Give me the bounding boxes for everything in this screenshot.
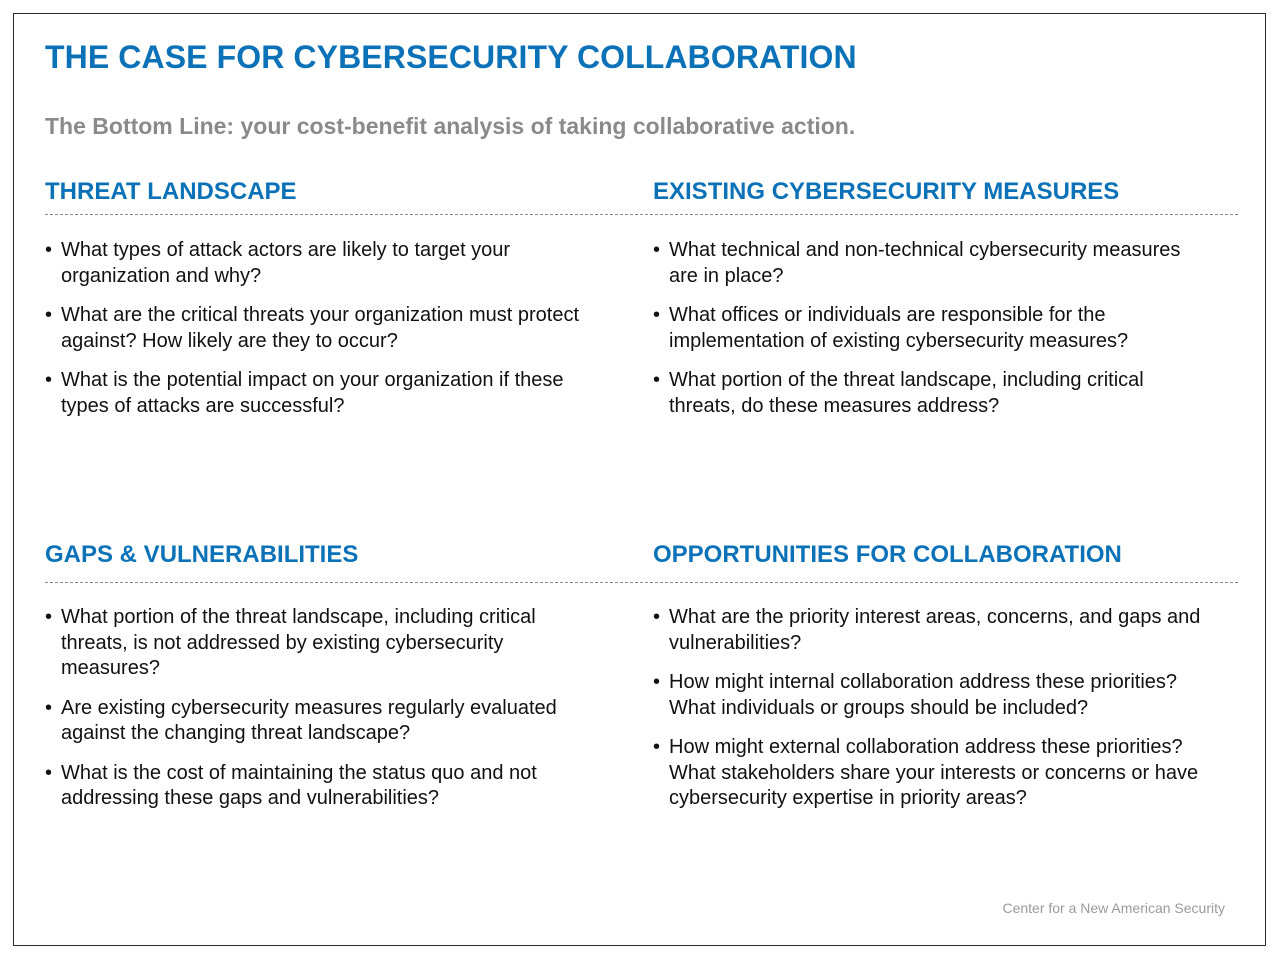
section-heading-gaps-vulnerabilities: GAPS & VULNERABILITIES <box>45 541 359 568</box>
list-item-text: Are existing cybersecurity measures regularly evaluated against the changing threat landscape? <box>61 696 557 744</box>
list-item <box>653 238 1213 289</box>
list-item-text: What portion of the threat landscape, including critical threats, is not addressed by existing cybersecurity measures? <box>61 606 536 679</box>
list-item-text: What technical and non-technical cybersecurity measures are in place? <box>669 239 1181 287</box>
bullet-icon: • <box>653 304 661 326</box>
bullet-icon: • <box>45 761 53 784</box>
list-item <box>45 696 605 747</box>
bullet-icon: • <box>45 369 53 391</box>
list-item <box>653 303 1213 354</box>
opportunities-list <box>653 605 1213 826</box>
list-item <box>45 761 605 812</box>
list-item-text: What offices or individuals are responsible for the implementation of existing cybersecurity measures? <box>669 304 1129 352</box>
page-title: THE CASE FOR CYBERSECURITY COLLABORATION <box>45 39 857 75</box>
section-heading-threat-landscape: THREAT LANDSCAPE <box>45 178 297 205</box>
page-subtitle: The Bottom Line: your cost-benefit analysis of taking collaborative action. <box>45 113 856 139</box>
list-item <box>45 368 605 419</box>
list-item-text: What are the priority interest areas, concerns, and gaps and vulnerabilities? <box>669 606 1201 654</box>
section-heading-opportunities: OPPORTUNITIES FOR COLLABORATION <box>653 541 1122 568</box>
threat-landscape-list <box>45 238 605 433</box>
list-item <box>653 368 1213 419</box>
list-item <box>653 735 1213 812</box>
bullet-icon: • <box>653 671 661 693</box>
bullet-icon: • <box>653 239 661 261</box>
list-item <box>653 670 1213 721</box>
list-item-text: How might external collaboration address these priorities? What stakeholders share your interests or concerns or have cybersecurity expertise in priority areas? <box>669 736 1199 809</box>
list-item-text: What are the critical threats your organization must protect against? How likely are they to occur? <box>61 304 580 352</box>
existing-measures-list <box>653 238 1213 433</box>
bullet-icon: • <box>653 369 661 391</box>
list-item <box>45 238 605 289</box>
bullet-icon: • <box>45 239 53 261</box>
list-item-text: What is the potential impact on your organization if these types of attacks are successful? <box>61 369 564 417</box>
list-item-text: What portion of the threat landscape, including critical threats, do these measures address? <box>669 369 1144 417</box>
bullet-icon: • <box>45 696 53 719</box>
bullet-icon: • <box>45 606 53 628</box>
list-item <box>45 303 605 354</box>
section-heading-existing-measures: EXISTING CYBERSECURITY MEASURES <box>653 178 1120 205</box>
bullet-icon: • <box>653 736 661 758</box>
list-item-text: What types of attack actors are likely to target your organization and why? <box>61 239 511 287</box>
bottom-divider <box>45 582 1238 583</box>
footer-attribution: Center for a New American Security <box>1002 900 1225 916</box>
bullet-icon: • <box>45 304 53 326</box>
list-item-text: What is the cost of maintaining the status quo and not addressing these gaps and vulnerabilities? <box>61 761 537 809</box>
list-item <box>45 605 605 682</box>
top-divider <box>45 214 1238 215</box>
list-item <box>653 605 1213 656</box>
bullet-icon: • <box>653 606 661 628</box>
list-item-text: How might internal collaboration address these priorities? What individuals or groups should be included? <box>669 671 1178 719</box>
gaps-vulnerabilities-list <box>45 605 605 826</box>
